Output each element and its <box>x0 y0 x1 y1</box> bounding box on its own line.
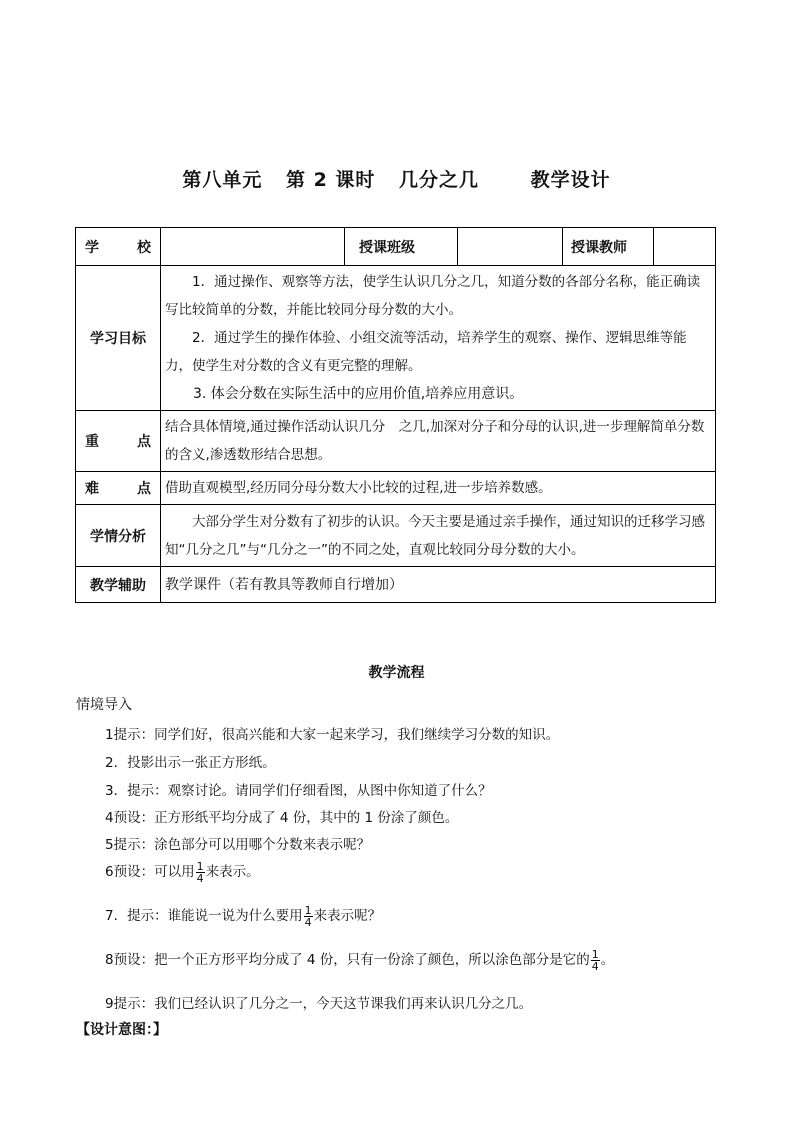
key-points-cell <box>161 411 716 472</box>
difficulty-label-cell: 难 点 <box>76 472 161 505</box>
process-subheading: 情境导入 <box>76 697 132 713</box>
table-row-difficulty <box>76 472 716 505</box>
page-title <box>0 165 793 192</box>
fraction-one-quarter: $\frac{1}{4}$ <box>196 859 204 885</box>
process-step: 1提示：同学们好，很高兴能和大家一起来学习，我们继续学习分数的知识。 <box>105 727 560 743</box>
key-points-label-cell: 重 点 <box>76 411 161 472</box>
process-step: 4预设：正方形纸平均分成了 4 份，其中的 1 份涂了颜色。 <box>105 810 459 826</box>
table-row-key-points <box>76 411 716 472</box>
process-step: 5提示：涂色部分可以用哪个分数来表示呢？ <box>105 837 371 853</box>
table-row-goals <box>76 266 716 411</box>
process-step-7: 7．提示：谁能说一说为什么要用 $\frac{1}{4}$ 来表示呢？ <box>105 903 382 929</box>
process-step: 2．投影出示一张正方形纸。 <box>105 755 276 771</box>
goal-item: 2．通过学生的操作体验、小组交流等活动，培养学生的观察、操作、逻辑思维等能力，使学生对分数的含义有更完整的理解。 <box>165 330 687 374</box>
aids-text: 教学课件（若有教具等教师自行增加） <box>165 576 403 593</box>
goals-label-cell: 学习目标 <box>76 266 161 411</box>
table-row-analysis <box>76 505 716 567</box>
aids-cell <box>161 567 716 603</box>
lesson-info-table <box>75 227 716 603</box>
difficulty-text: 借助直观模型,经历同分母分数大小比较的过程,进一步培养数感。 <box>165 480 552 496</box>
design-intent: 【设计意图：】 <box>76 1022 167 1038</box>
teacher-label-cell: 授课教师 <box>563 228 654 266</box>
process-step: 3．提示：观察讨论。请同学们仔细看图，从图中你知道了什么？ <box>105 783 492 799</box>
analysis-text: 大部分学生对分数有了初步的认识。今天主要是通过亲手操作，通过知识的迁移学习感知“几分之几”与“几分之一”的不同之处，直观比较同分母分数的大小。 <box>165 513 705 558</box>
school-value-cell[interactable] <box>161 228 345 266</box>
class-value-cell[interactable] <box>458 228 563 266</box>
title-lesson: 第 2 课时 <box>285 169 376 191</box>
fraction-one-quarter: $\frac{1}{4}$ <box>304 903 312 929</box>
teacher-value-cell[interactable] <box>654 228 716 266</box>
table-row-aids <box>76 567 716 603</box>
goal-item: 3. 体会分数在实际生活中的应用价值,培养应用意识。 <box>193 386 524 402</box>
process-step-8: 8预设：把一个正方形平均分成了 4 份，只有一份涂了颜色，所以涂色部分是它的 $\frac{1}{4}$ 。 <box>105 947 615 973</box>
process-step-6: 6预设：可以用 $\frac{1}{4}$ 来表示。 <box>105 859 260 885</box>
aids-label-cell: 教学辅助 <box>76 567 161 603</box>
process-heading: 教学流程 <box>368 665 425 681</box>
analysis-cell <box>161 505 716 567</box>
table-row-header <box>76 228 716 266</box>
fraction-one-quarter: $\frac{1}{4}$ <box>591 947 599 973</box>
analysis-label-cell: 学情分析 <box>76 505 161 567</box>
class-label-cell: 授课班级 <box>345 228 458 266</box>
title-unit: 第八单元 <box>182 169 263 191</box>
goals-cell <box>161 266 716 411</box>
school-label-cell: 学 校 <box>76 228 161 266</box>
title-topic: 几分之几 <box>399 169 480 191</box>
title-doc-type: 教学设计 <box>530 169 611 191</box>
goal-item: 1．通过操作、观察等方法，使学生认识几分之几，知道分数的各部分名称，能正确读写比较简单的分数，并能比较同分母分数的大小。 <box>165 274 701 318</box>
process-step: 9提示：我们已经认识了几分之一，今天这节课我们再来认识几分之几。 <box>105 996 533 1012</box>
key-points-text: 结合具体情境,通过操作活动认识几分 之几,加深对分子和分母的认识,进一步理解简单分数的含义,渗透数形结合思想。 <box>165 419 705 463</box>
difficulty-cell <box>161 472 716 505</box>
